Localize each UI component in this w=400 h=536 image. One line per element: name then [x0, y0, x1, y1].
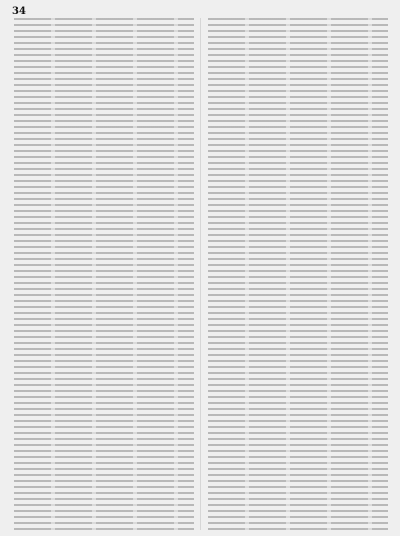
column-divider	[200, 18, 201, 530]
text-word-gaps	[208, 18, 388, 530]
left-column-text	[14, 18, 194, 530]
text-word-gaps	[14, 18, 194, 530]
page-number: 34	[12, 6, 26, 17]
right-column-text	[208, 18, 388, 530]
